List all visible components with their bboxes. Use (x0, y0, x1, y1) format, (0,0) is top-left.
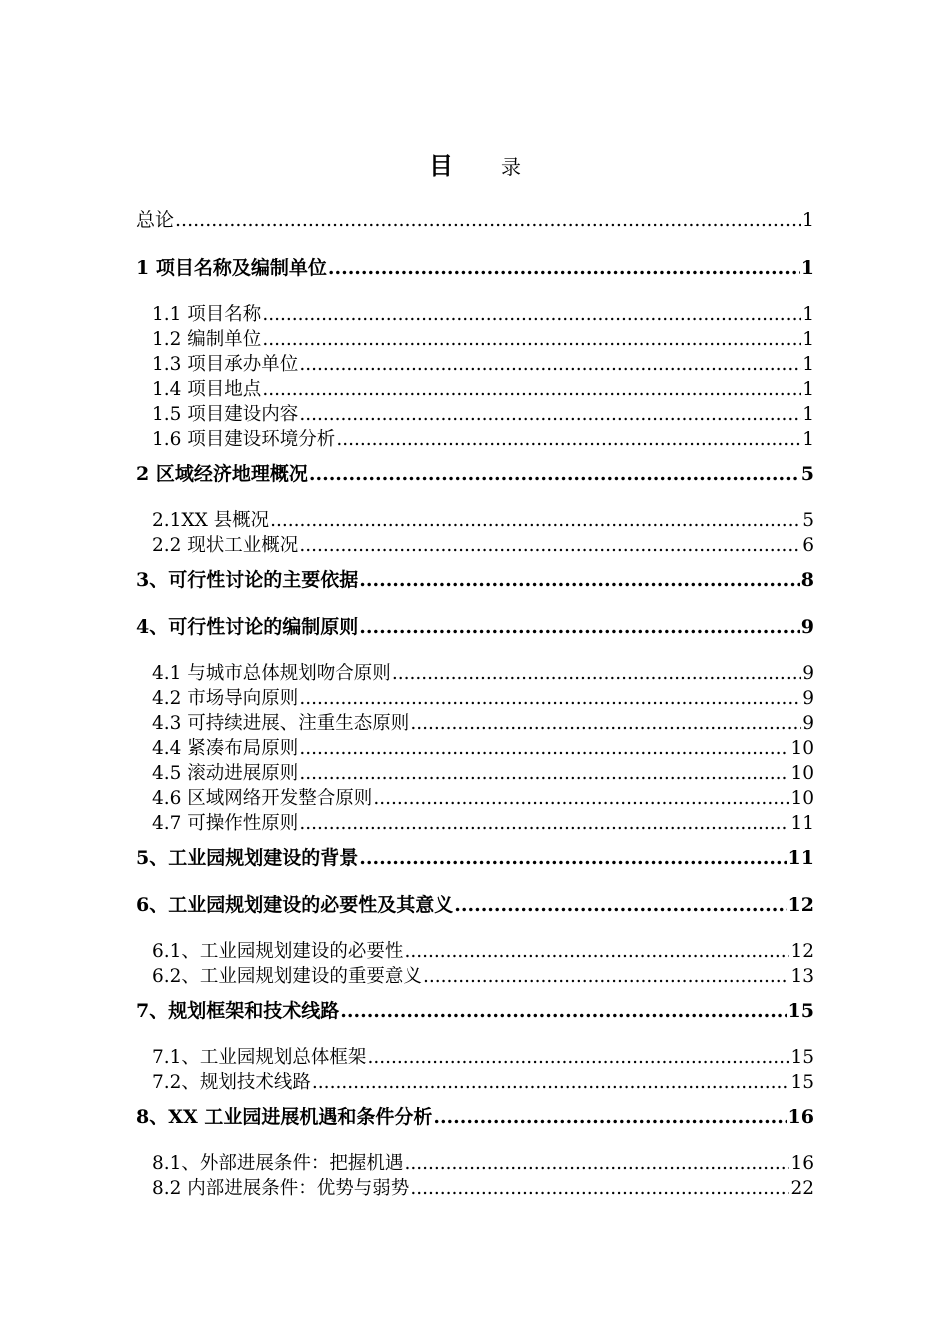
toc-entry-text: 4.3 可持续进展、注重生态原则 (152, 713, 410, 734)
toc-entry-text: 总论 (136, 209, 175, 231)
toc-entry-text: 1.6 项目建设环境分析 (152, 429, 336, 450)
toc-page-number: 9 (802, 663, 814, 684)
toc-entry[interactable] (136, 568, 814, 592)
toc-entry[interactable] (152, 1046, 814, 1070)
toc-entry-text: 2 区域经济地理概况 (136, 463, 308, 485)
toc-entry-text: 5、工业园规划建设的背景 (136, 847, 359, 869)
toc-leader-dots (392, 662, 801, 686)
toc-entry[interactable] (136, 256, 814, 280)
toc-page-number: 11 (790, 813, 814, 834)
toc-leader-dots (262, 303, 801, 327)
toc-entry-text: 6、工业园规划建设的必要性及其意义 (136, 894, 454, 916)
toc-leader-dots (262, 328, 801, 352)
toc-entry[interactable] (152, 712, 814, 736)
toc-entry[interactable] (152, 1152, 814, 1176)
toc-entry[interactable] (152, 403, 814, 427)
toc-leader-dots (175, 208, 801, 232)
toc-page-number: 10 (790, 738, 814, 759)
toc-leader-dots (299, 534, 801, 558)
toc-entry-text: 8.2 内部进展条件：优势与弱势 (152, 1178, 410, 1199)
toc-entry-text: 4、可行性讨论的编制原则 (136, 616, 359, 638)
toc-leader-dots (262, 378, 801, 402)
toc-leader-dots (328, 256, 800, 280)
toc-page-number: 10 (790, 763, 814, 784)
toc-page-number: 1 (802, 329, 814, 350)
toc-entry[interactable] (152, 428, 814, 452)
toc-title (0, 146, 950, 181)
toc-page-number: 12 (787, 894, 814, 916)
toc-entry-text: 8.1、外部进展条件：把握机遇 (152, 1153, 404, 1174)
toc-entry[interactable] (136, 893, 814, 917)
toc-leader-dots (410, 1177, 789, 1201)
toc-leader-dots (299, 812, 789, 836)
toc-entry[interactable] (152, 1177, 814, 1201)
toc-entry-text: 7.2、规划技术线路 (152, 1072, 311, 1093)
toc-page-number: 1 (802, 429, 814, 450)
toc-page-number: 15 (787, 1000, 814, 1022)
toc-entry[interactable] (136, 1105, 814, 1129)
toc-page-number: 9 (802, 713, 814, 734)
toc-page-number: 11 (787, 847, 814, 869)
toc-entry-text: 2.1XX 县概况 (152, 510, 270, 531)
toc-entry-text: 7.1、工业园规划总体框架 (152, 1047, 367, 1068)
toc-entry[interactable] (152, 940, 814, 964)
toc-entry[interactable] (152, 662, 814, 686)
toc-entry-text: 4.5 滚动进展原则 (152, 763, 299, 784)
toc-leader-dots (359, 846, 786, 870)
toc-page-number: 1 (800, 257, 814, 279)
toc-leader-dots (336, 428, 801, 452)
toc-leader-dots (359, 615, 800, 639)
toc-leader-dots (309, 462, 800, 486)
toc-entry[interactable] (152, 378, 814, 402)
toc-entry-text: 1.1 项目名称 (152, 304, 262, 325)
toc-page-number: 15 (790, 1072, 814, 1093)
toc-title-part2: 录 (501, 155, 521, 179)
toc-leader-dots (367, 1046, 789, 1070)
toc-page-number: 10 (790, 788, 814, 809)
toc-entry-text: 1.5 项目建设内容 (152, 404, 299, 425)
toc-entry-text: 3、可行性讨论的主要依据 (136, 569, 359, 591)
toc-leader-dots (373, 787, 789, 811)
toc-entry[interactable] (152, 737, 814, 761)
toc-leader-dots (433, 1105, 786, 1129)
toc-entry[interactable] (136, 615, 814, 639)
toc-entry[interactable] (152, 787, 814, 811)
toc-page-number: 6 (802, 535, 814, 556)
toc-page-number: 1 (802, 379, 814, 400)
toc-entry[interactable] (152, 509, 814, 533)
toc-leader-dots (299, 762, 789, 786)
toc-entry[interactable] (152, 534, 814, 558)
toc-entry-text: 4.7 可操作性原则 (152, 813, 299, 834)
toc-entry-text: 7、规划框架和技术线路 (136, 1000, 340, 1022)
toc-page-number: 9 (800, 616, 814, 638)
toc-entry-text: 8、XX 工业园进展机遇和条件分析 (136, 1106, 433, 1128)
toc-entry[interactable] (152, 687, 814, 711)
toc-entry-text: 4.4 紧凑布局原则 (152, 738, 299, 759)
toc-entry[interactable] (152, 353, 814, 377)
toc-entry[interactable] (136, 846, 814, 870)
toc-page-number: 9 (802, 688, 814, 709)
toc-title-part1: 目 (429, 151, 453, 180)
toc-entry[interactable] (152, 328, 814, 352)
toc-entry[interactable] (136, 208, 814, 232)
toc-page-number: 1 (801, 209, 814, 231)
toc-entry-text: 1 项目名称及编制单位 (136, 257, 327, 279)
toc-entry-text: 4.2 市场导向原则 (152, 688, 299, 709)
toc-entry-text: 2.2 现状工业概况 (152, 535, 299, 556)
toc-entry-text: 4.6 区域网络开发整合原则 (152, 788, 373, 809)
toc-leader-dots (299, 737, 789, 761)
toc-entry-text: 6.2、工业园规划建设的重要意义 (152, 966, 422, 987)
toc-leader-dots (404, 1152, 789, 1176)
toc-leader-dots (404, 940, 789, 964)
toc-page-number: 13 (790, 966, 814, 987)
toc-entry[interactable] (152, 303, 814, 327)
toc-leader-dots (299, 353, 801, 377)
toc-page-number: 22 (790, 1178, 814, 1199)
toc-page-number: 1 (802, 304, 814, 325)
toc-page-number: 16 (790, 1153, 814, 1174)
toc-entry[interactable] (152, 812, 814, 836)
toc-entry-text: 1.4 项目地点 (152, 379, 262, 400)
toc-page-number: 5 (802, 510, 814, 531)
toc-leader-dots (454, 893, 786, 917)
toc-entry[interactable] (152, 965, 814, 989)
toc-leader-dots (423, 965, 790, 989)
toc-leader-dots (410, 712, 801, 736)
toc-page-number: 1 (802, 354, 814, 375)
toc-page-number: 5 (800, 463, 814, 485)
toc-entry-text: 4.1 与城市总体规划吻合原则 (152, 663, 391, 684)
toc-entry-text: 1.2 编制单位 (152, 329, 262, 350)
toc-page-number: 1 (802, 404, 814, 425)
toc-leader-dots (270, 509, 801, 533)
toc-entry[interactable] (152, 762, 814, 786)
toc-entry[interactable] (136, 999, 814, 1023)
toc-leader-dots (312, 1071, 790, 1095)
toc-entry-text: 6.1、工业园规划建设的必要性 (152, 941, 404, 962)
toc-leader-dots (299, 403, 801, 427)
toc-entry-text: 1.3 项目承办单位 (152, 354, 299, 375)
toc-leader-dots (299, 687, 801, 711)
toc-leader-dots (359, 568, 800, 592)
toc-page-number: 15 (790, 1047, 814, 1068)
toc-leader-dots (340, 999, 786, 1023)
toc-page-number: 8 (800, 569, 814, 591)
toc-entry[interactable] (136, 462, 814, 486)
toc-entry[interactable] (152, 1071, 814, 1095)
toc-page-number: 12 (790, 941, 814, 962)
toc-page-number: 16 (787, 1106, 814, 1128)
